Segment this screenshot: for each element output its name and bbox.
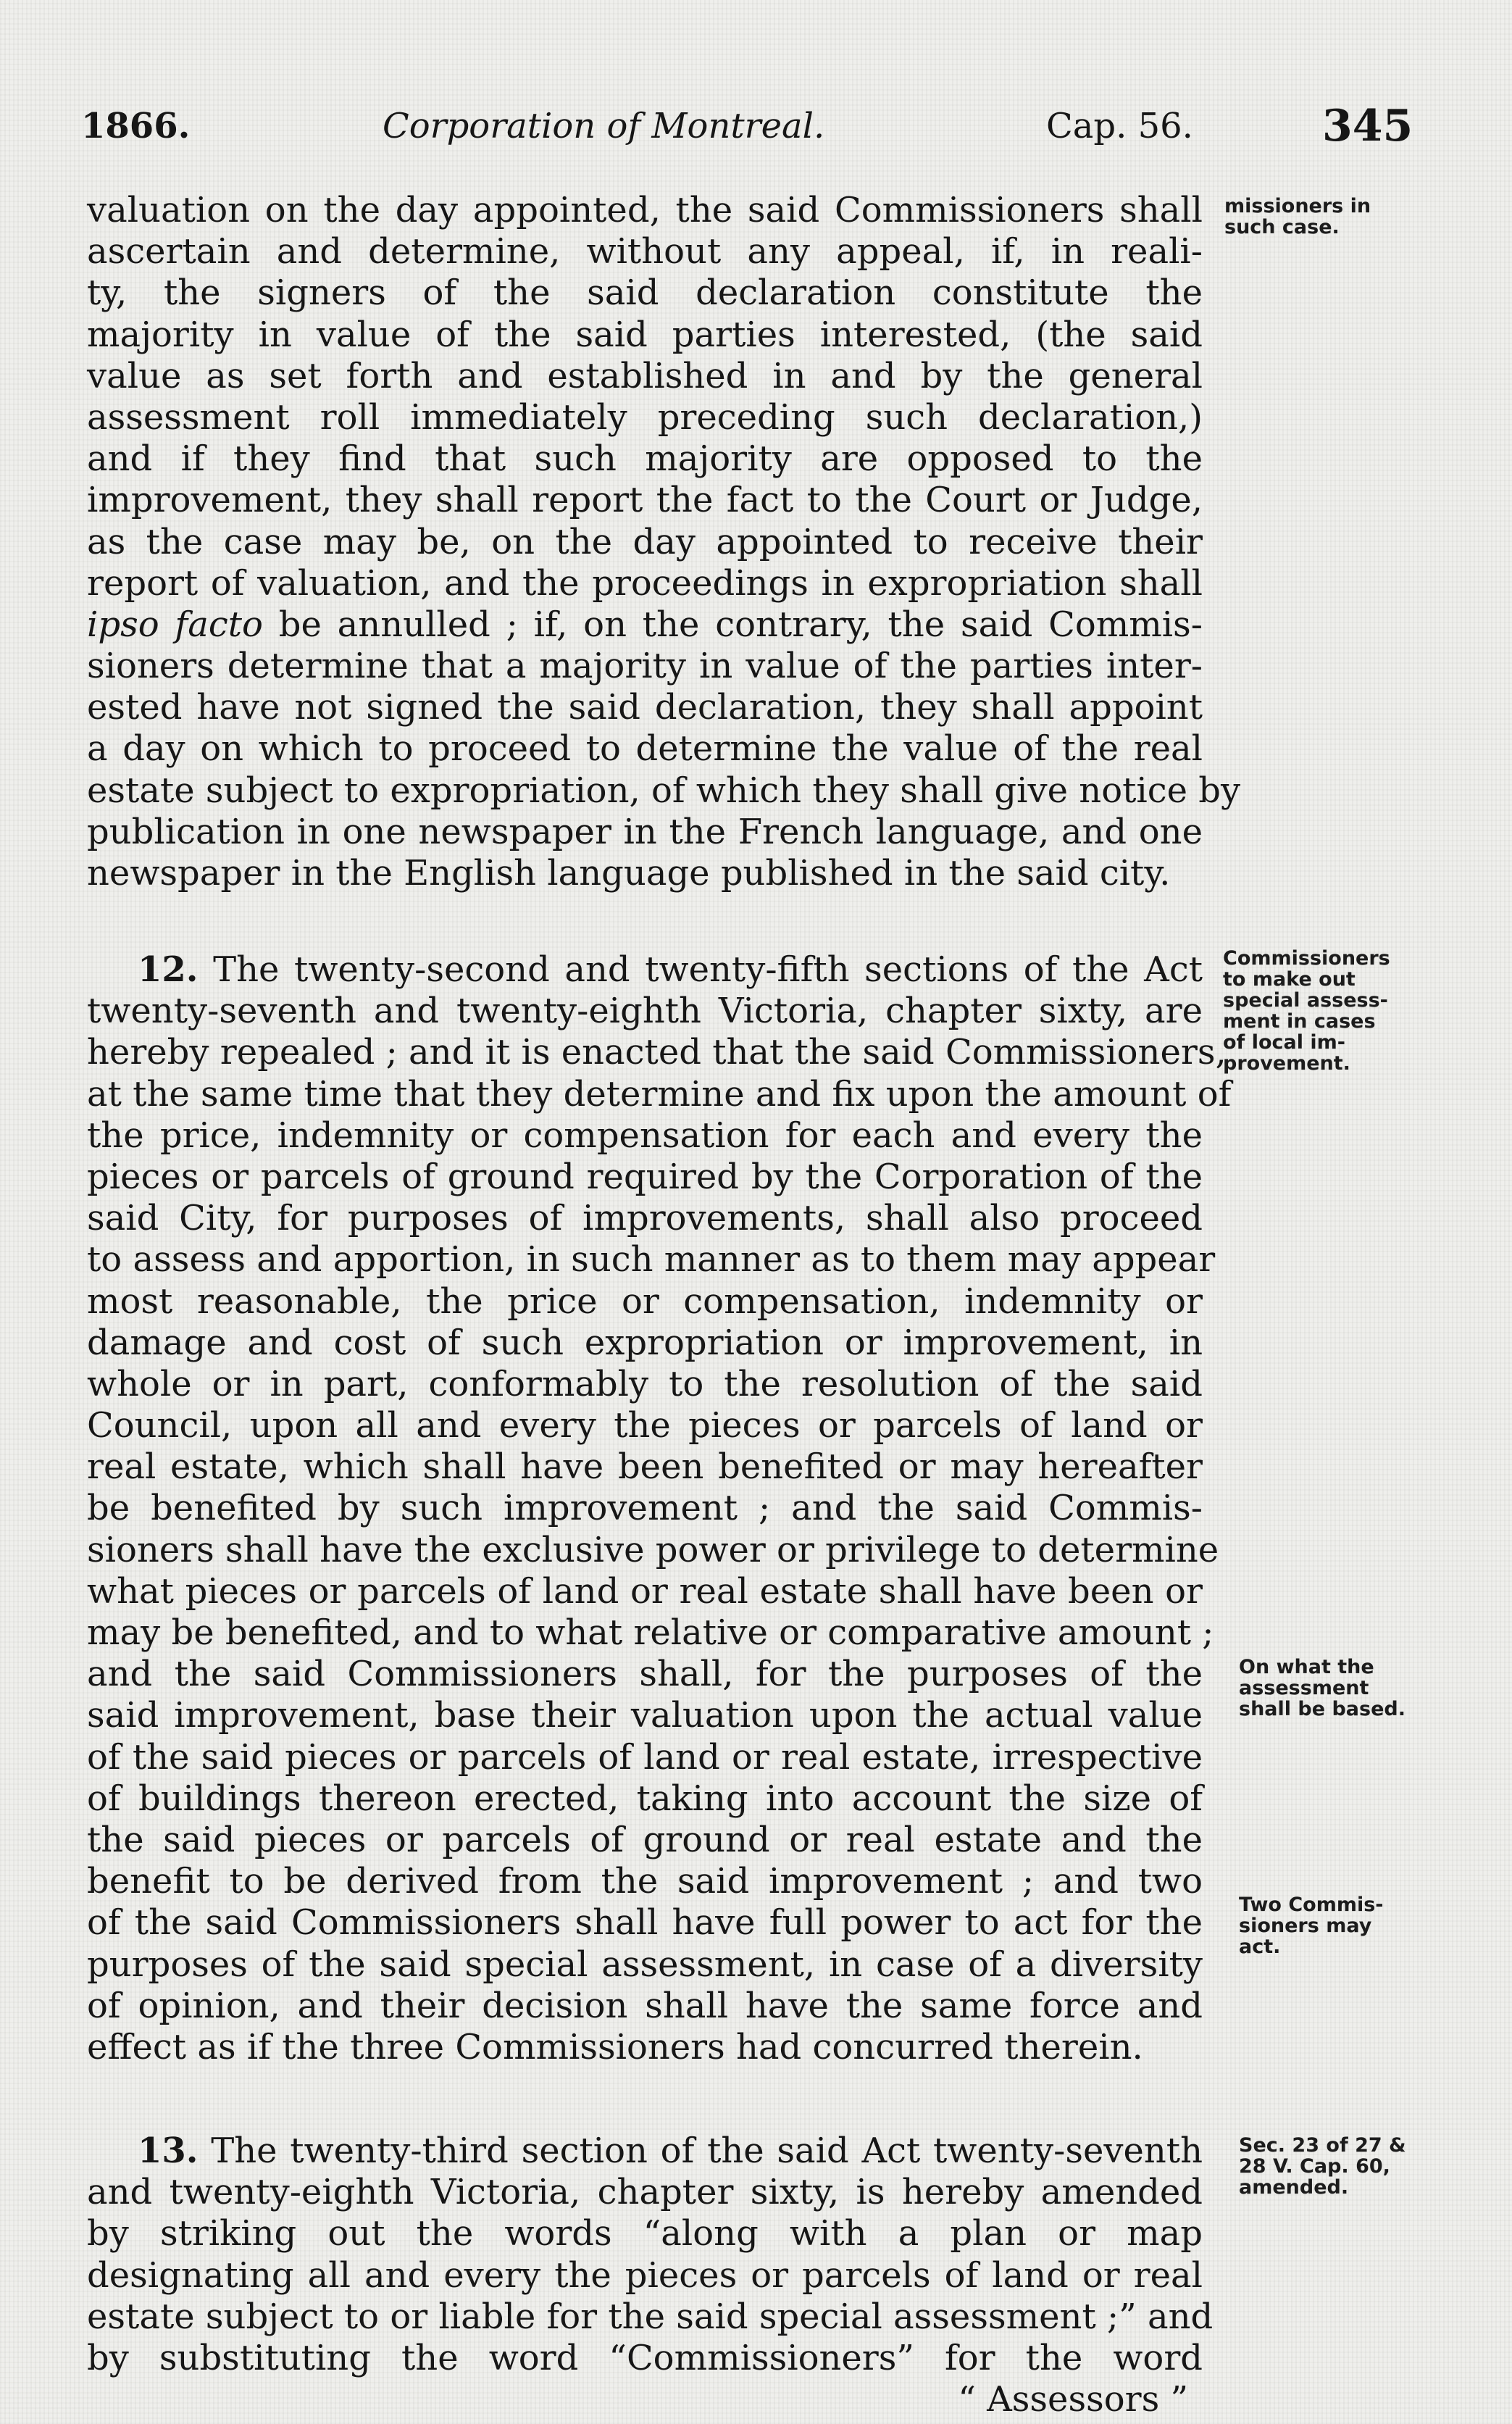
text-line bbox=[87, 949, 1203, 991]
text-line: majority in value of the said parties interested, (the said bbox=[87, 314, 1203, 355]
text-line: real estate, which shall have been benefited or may hereafter bbox=[87, 1446, 1203, 1488]
header-chapter: Cap. 56. bbox=[1046, 106, 1193, 146]
text-line: a day on which to proceed to determine the value of the real bbox=[87, 728, 1203, 770]
text-line: sioners shall have the exclusive power or privilege to determine bbox=[87, 1529, 1219, 1570]
margin-note-line: 28 V. Cap. 60, bbox=[1239, 2155, 1390, 2178]
text-line: effect as if the three Commissioners had concurred therein. bbox=[87, 2026, 1143, 2067]
text-line: and twenty-eighth Victoria, chapter sixty, is hereby amended bbox=[87, 2172, 1203, 2213]
text-line: value as set forth and established in and by the general bbox=[87, 355, 1203, 396]
text-line: Council, upon all and every the pieces or parcels of land or bbox=[87, 1405, 1203, 1446]
margin-note-line: Sec. 23 of 27 & bbox=[1239, 2134, 1406, 2157]
margin-note-line: Two Commis- bbox=[1239, 1894, 1384, 1916]
text-line: the said pieces or parcels of ground or real estate and the bbox=[87, 1819, 1203, 1860]
text-line: twenty-seventh and twenty-eighth Victoria, chapter sixty, are bbox=[87, 991, 1203, 1032]
text-line: ascertain and determine, without any appeal, if, in reali- bbox=[87, 231, 1203, 272]
text-line: be benefited by such improvement ; and the said Commis- bbox=[87, 1488, 1203, 1529]
text-line: whole or in part, conformably to the resolution of the said bbox=[87, 1363, 1203, 1404]
text-line: estate subject to expropriation, of which they shall give notice by bbox=[87, 770, 1241, 811]
text-line: as the case may be, on the day appointed to receive their bbox=[87, 521, 1203, 562]
margin-note-line: to make out bbox=[1223, 968, 1356, 991]
text-line: of opinion, and their decision shall have the same force and bbox=[87, 1985, 1203, 2026]
margin-note-1 bbox=[1224, 196, 1449, 238]
text-line: designating all and every the pieces or parcels of land or real bbox=[87, 2254, 1203, 2296]
page-number: 345 bbox=[1322, 101, 1413, 151]
margin-note-line: shall be based. bbox=[1239, 1698, 1406, 1720]
text-line: the price, indemnity or compensation for each and every the bbox=[87, 1115, 1203, 1156]
text-line: benefit to be derived from the said improvement ; and two bbox=[87, 1861, 1203, 1902]
margin-note-line: missioners in bbox=[1224, 195, 1371, 217]
text-line: may be benefited, and to what relative or comparative amount ; bbox=[87, 1612, 1214, 1653]
text-line: ty, the signers of the said declaration constitute the bbox=[87, 272, 1203, 314]
section-13 bbox=[87, 2131, 1214, 2420]
margin-note-4 bbox=[1239, 1894, 1463, 1957]
text-line bbox=[87, 604, 1203, 646]
text-line: what pieces or parcels of land or real estate shall have been or bbox=[87, 1570, 1203, 1612]
text-line: of the said Commissioners shall have full power to act for the bbox=[87, 1902, 1203, 1944]
margin-note-line: special assess- bbox=[1223, 989, 1388, 1012]
margin-note-2 bbox=[1223, 948, 1448, 1074]
margin-note-line: act. bbox=[1239, 1936, 1281, 1958]
margin-note-line: amended. bbox=[1239, 2176, 1349, 2199]
text-line: publication in one newspaper in the French language, and one bbox=[87, 811, 1203, 852]
continued-paragraph bbox=[87, 190, 1241, 894]
text-line: most reasonable, the price or compensation, indemnity or bbox=[87, 1280, 1203, 1322]
text-line: sioners determine that a majority in value of the parties inter- bbox=[87, 646, 1203, 687]
margin-note-line: assessment bbox=[1239, 1677, 1369, 1699]
text-line: and the said Commissioners shall, for the purposes of the bbox=[87, 1654, 1203, 1695]
text-line: of the said pieces or parcels of land or real estate, irrespective bbox=[87, 1736, 1203, 1778]
ipso-facto-italic: ipso facto bbox=[87, 604, 263, 645]
text-line: said City, for purposes of improvements, shall also proceed bbox=[87, 1198, 1203, 1239]
text-line: said improvement, base their valuation upon the actual value bbox=[87, 1695, 1203, 1736]
margin-note-line: sioners may bbox=[1239, 1915, 1372, 1937]
text-line: by substituting the word “Commissioners” for the word bbox=[87, 2337, 1203, 2378]
header-title: Corporation of Montreal. bbox=[383, 106, 825, 146]
text-line-rest: The twenty-third section of the said Act twenty-seventh bbox=[211, 2131, 1203, 2171]
text-line bbox=[87, 2131, 1203, 2172]
text-line: pieces or parcels of ground required by the Corporation of the bbox=[87, 1156, 1203, 1197]
text-line: ested have not signed the said declaration, they shall appoint bbox=[87, 687, 1203, 728]
section-number: 13. bbox=[138, 2131, 199, 2171]
text-line: “ Assessors ” bbox=[958, 2379, 1188, 2420]
text-line-rest: The twenty-second and twenty-fifth sections of the Act bbox=[213, 949, 1203, 990]
text-line: purposes of the said special assessment, in case of a diversity bbox=[87, 1944, 1203, 1985]
text-line: report of valuation, and the proceedings in expropriation shall bbox=[87, 562, 1203, 604]
margin-note-line: of local im- bbox=[1223, 1031, 1345, 1054]
margin-note-line: such case. bbox=[1224, 216, 1340, 238]
text-line: to assess and apportion, in such manner as to them may appear bbox=[87, 1239, 1216, 1280]
text-line: estate subject to or liable for the said special assessment ;” and bbox=[87, 2296, 1214, 2337]
margin-note-line: On what the bbox=[1239, 1656, 1374, 1678]
margin-note-line: provement. bbox=[1223, 1052, 1350, 1075]
text-line: damage and cost of such expropriation or improvement, in bbox=[87, 1322, 1203, 1363]
text-line-rest: be annulled ; if, on the contrary, the said Commis- bbox=[278, 604, 1203, 645]
margin-note-line: ment in cases bbox=[1223, 1010, 1376, 1033]
margin-note-3 bbox=[1239, 1657, 1463, 1720]
text-line: by striking out the words “along with a plan or map bbox=[87, 2213, 1203, 2254]
text-line: newspaper in the English language published in the said city. bbox=[87, 853, 1171, 894]
text-line: of buildings thereon erected, taking into account the size of bbox=[87, 1778, 1203, 1819]
text-line: at the same time that they determine and fix upon the amount of bbox=[87, 1073, 1232, 1115]
margin-note-line: Commissioners bbox=[1223, 947, 1390, 970]
text-line: improvement, they shall report the fact to the Court or Judge, bbox=[87, 480, 1203, 521]
margin-note-5 bbox=[1239, 2135, 1463, 2198]
text-line: assessment roll immediately preceding such declaration,) bbox=[87, 396, 1203, 438]
text-line: hereby repealed ; and it is enacted that the said Commissioners, bbox=[87, 1032, 1227, 1073]
section-number: 12. bbox=[138, 949, 199, 990]
text-line: and if they find that such majority are opposed to the bbox=[87, 438, 1203, 480]
section-12 bbox=[87, 949, 1232, 2068]
header-year: 1866. bbox=[81, 106, 191, 146]
text-line: valuation on the day appointed, the said Commissioners shall bbox=[87, 190, 1203, 230]
